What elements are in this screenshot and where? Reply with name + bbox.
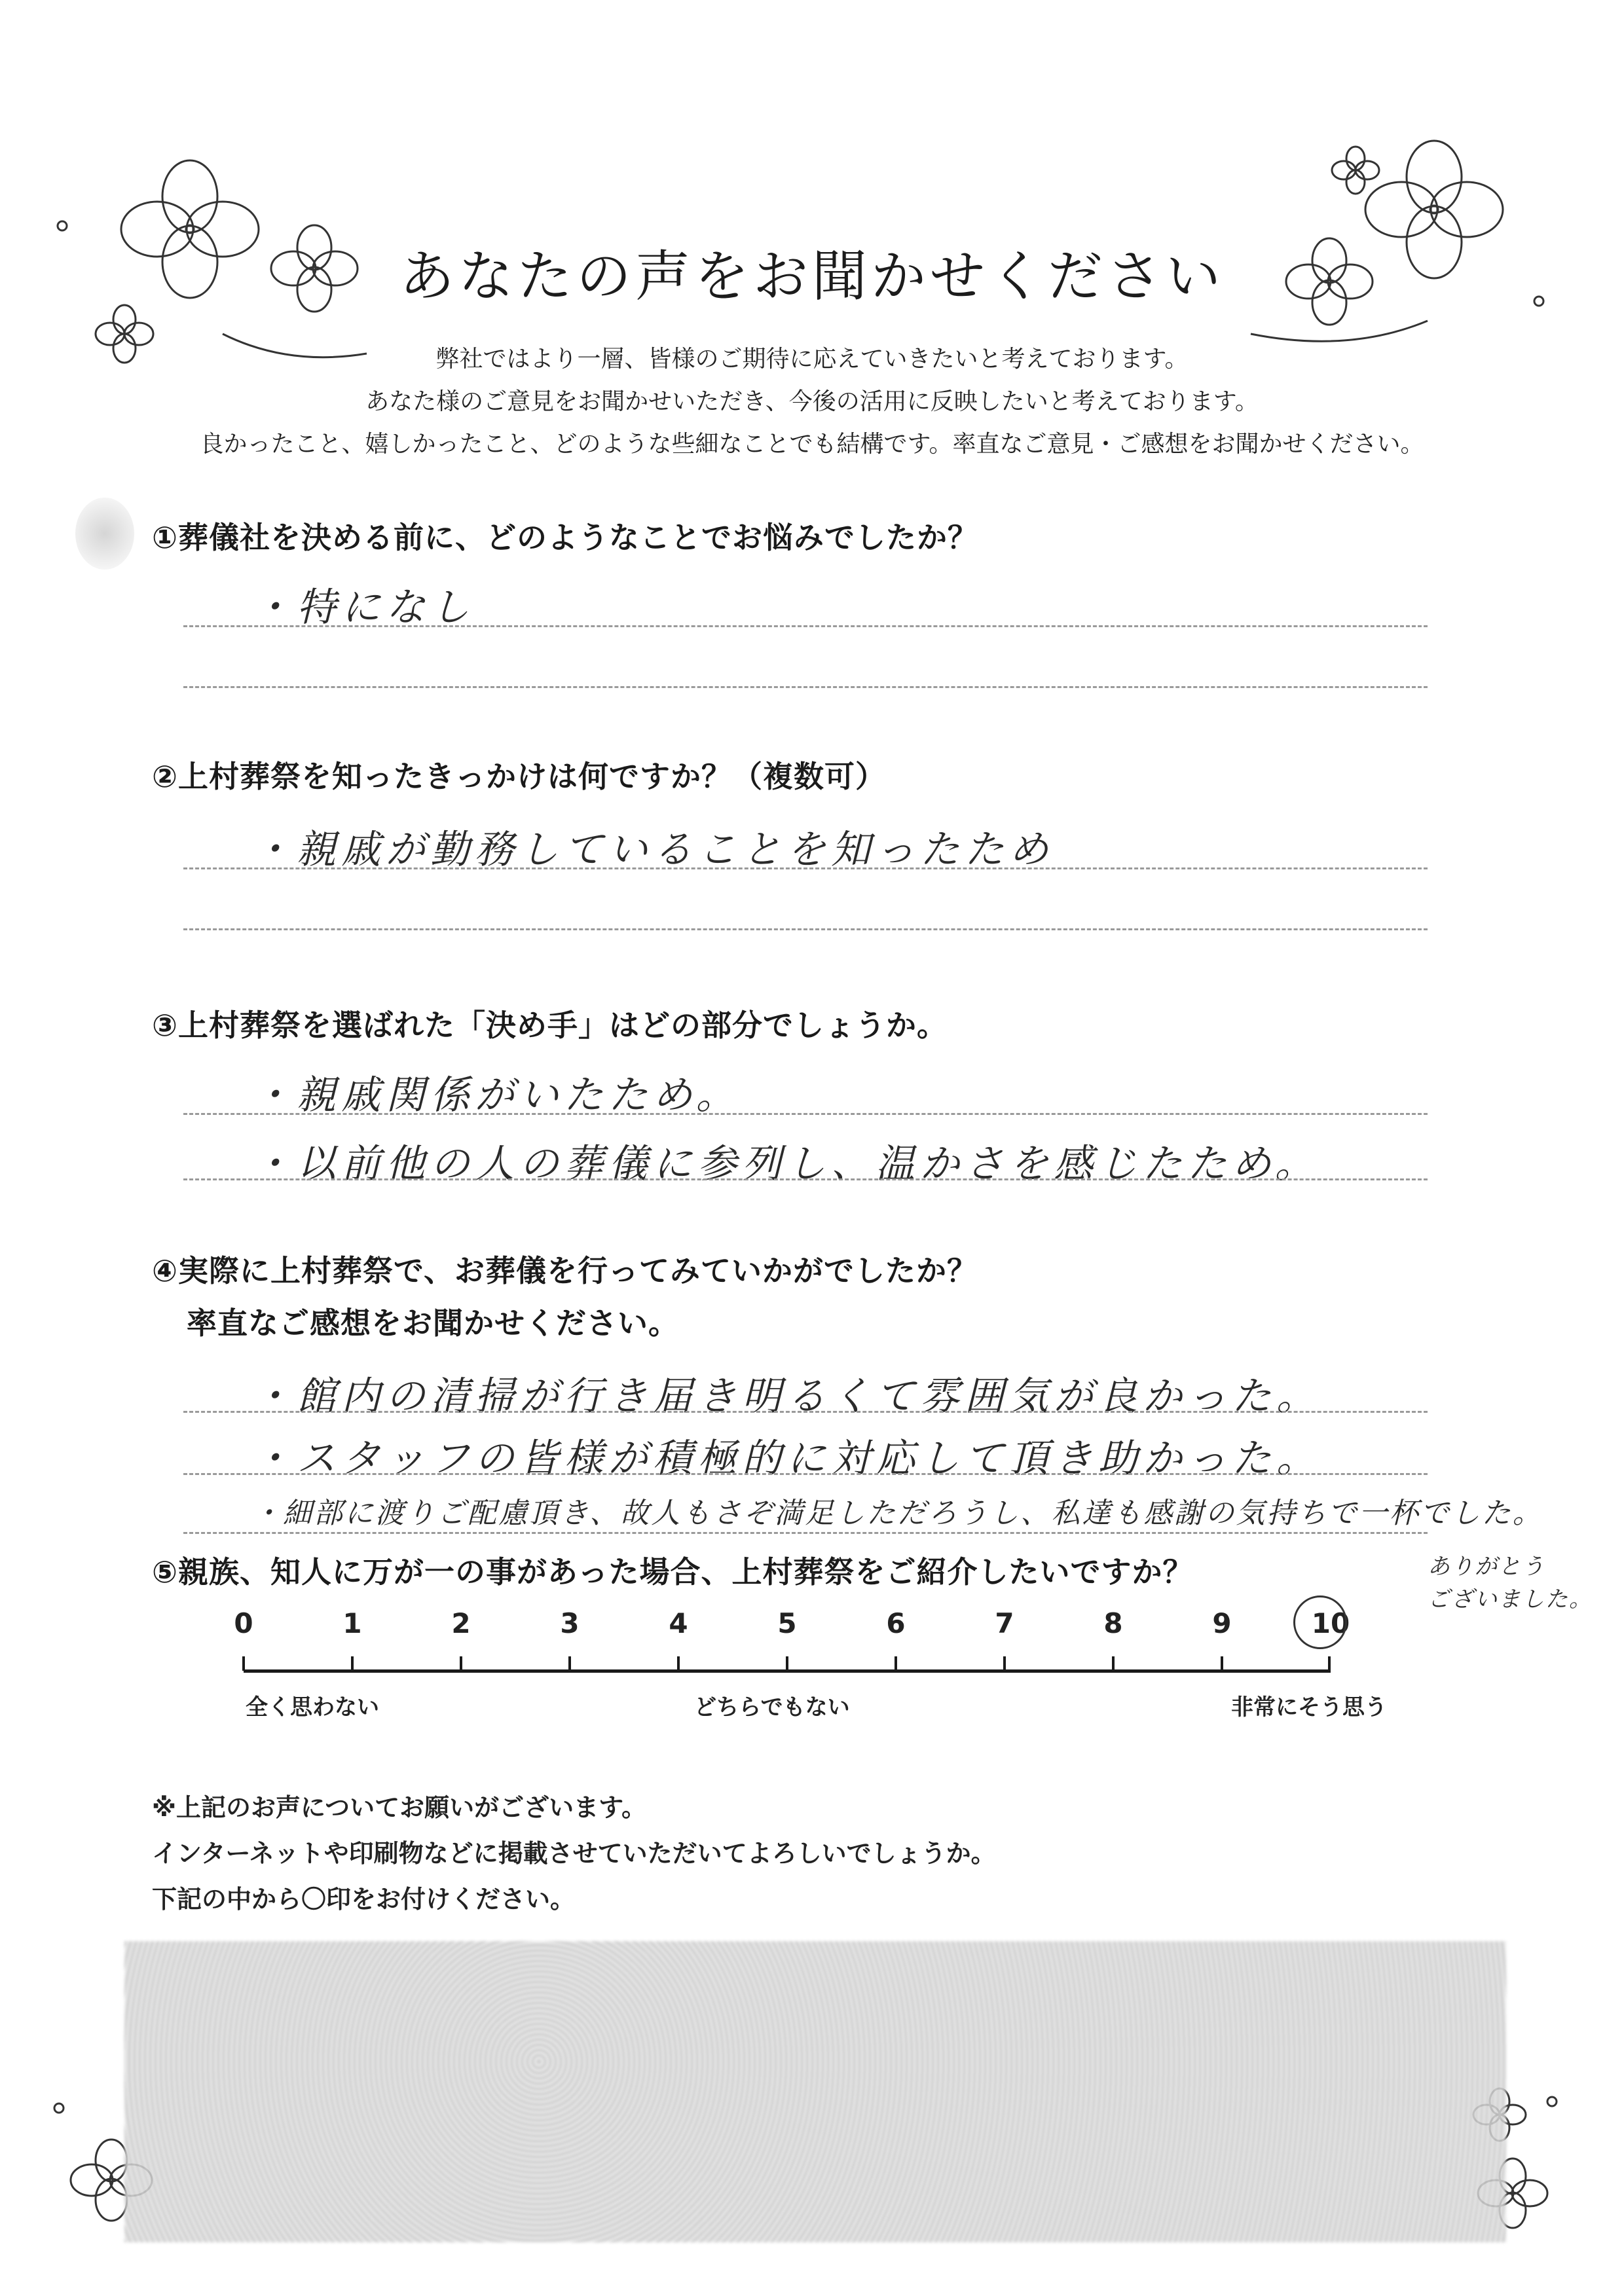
question-2-answer-1: ・親戚が勤務していることを知ったため — [252, 827, 1054, 873]
notice-line-3: 下記の中から〇印をお付けください。 — [152, 1885, 576, 1914]
scale-number-9: 9 — [1212, 1607, 1232, 1639]
intro-line-3: 良かったこと、嬉しかったこと、どのような些細なことでも結構です。率直なご意見・ご感想をお聞かせください。 — [200, 431, 1424, 458]
answer-rule — [183, 1113, 1428, 1115]
answer-rule — [183, 928, 1428, 930]
question-5-note-line-2: ございました。 — [1428, 1586, 1593, 1613]
scale-label-middle: どちらでもない — [694, 1694, 850, 1721]
answer-rule — [183, 867, 1428, 869]
scale-number-8: 8 — [1103, 1607, 1123, 1639]
answer-rule — [183, 686, 1428, 688]
selected-score-circle[interactable] — [1293, 1595, 1347, 1649]
question-4-answer-1: ・館内の清掃が行き届き明るくて雰囲気が良かった。 — [252, 1374, 1321, 1419]
scale-number-3: 3 — [560, 1607, 580, 1639]
notice-line-2: インターネットや印刷物などに掲載させていただいてよろしいでしょうか。 — [152, 1839, 996, 1868]
question-3-answer-1: ・親戚関係がいたため。 — [252, 1072, 741, 1118]
scale-tick — [1328, 1656, 1331, 1671]
scale-tick — [242, 1656, 245, 1671]
question-1-label: ①葬儀社を決める前に、どのようなことでお悩みでしたか？ — [152, 520, 978, 555]
question-4-label: ④実際に上村葬祭で、お葬儀を行ってみていかがでしたか？ — [152, 1253, 978, 1288]
intro-line-1: 弊社ではより一層、皆様のご期待に応えていきたいと考えております。 — [435, 346, 1189, 373]
scale-tick — [786, 1656, 788, 1671]
scale-number-4: 4 — [669, 1607, 688, 1639]
question-1-answer-1: ・特になし — [252, 585, 475, 630]
scale-tick — [1003, 1656, 1006, 1671]
scan-smudge — [75, 498, 134, 570]
scale-label-right: 非常にそう思う — [1231, 1694, 1387, 1721]
question-5-label: ⑤親族、知人に万が一の事があった場合、上村葬祭をご紹介したいですか？ — [152, 1554, 1194, 1590]
answer-rule — [183, 1532, 1428, 1534]
notice-line-1: ※上記のお声についてお願いがございます。 — [152, 1793, 647, 1822]
answer-rule — [183, 625, 1428, 627]
question-3-answer-2: ・以前他の人の葬儀に参列し、温かさを感じたため。 — [252, 1141, 1320, 1187]
scale-number-5: 5 — [777, 1607, 797, 1639]
question-4-answer-2: ・スタッフの皆様が積極的に対応して頂き助かった。 — [252, 1436, 1321, 1482]
question-4-answer-3: ・細部に渡りご配慮頂き、故人もさぞ満足しただろうし、私達も感謝の気持ちで一杯でした。 — [252, 1497, 1543, 1530]
question-2-label: ②上村葬祭を知ったきっかけは何ですか？（複数可） — [152, 759, 886, 794]
intro-line-2: あなた様のご意見をお聞かせいただき、今後の活用に反映したいと考えております。 — [365, 388, 1259, 415]
scale-tick — [1112, 1656, 1115, 1671]
scale-tick — [677, 1656, 680, 1671]
scale-tick — [351, 1656, 354, 1671]
scale-number-2: 2 — [451, 1607, 471, 1639]
redacted-consent-area — [124, 1941, 1506, 2242]
question-3-label: ③上村葬祭を選ばれた「決め手」はどの部分でしょうか。 — [152, 1008, 948, 1043]
scale-number-10: 10 — [1311, 1607, 1350, 1639]
scale-number-0: 0 — [234, 1607, 253, 1639]
question-5-note-line-1: ありがとう — [1428, 1554, 1545, 1580]
page-title: あなたの声をお聞かせください — [399, 244, 1225, 308]
question-4-sublabel: 率直なご感想をお聞かせください。 — [187, 1305, 679, 1341]
scale-number-6: 6 — [886, 1607, 906, 1639]
scale-label-left: 全く思わない — [246, 1694, 379, 1721]
scale-tick — [460, 1656, 462, 1671]
answer-rule — [183, 1473, 1428, 1475]
answer-rule — [183, 1178, 1428, 1180]
answer-rule — [183, 1411, 1428, 1413]
scale-tick — [1221, 1656, 1223, 1671]
scale-tick — [568, 1656, 571, 1671]
scale-number-7: 7 — [995, 1607, 1014, 1639]
scale-number-1: 1 — [342, 1607, 362, 1639]
scale-tick — [895, 1656, 897, 1671]
